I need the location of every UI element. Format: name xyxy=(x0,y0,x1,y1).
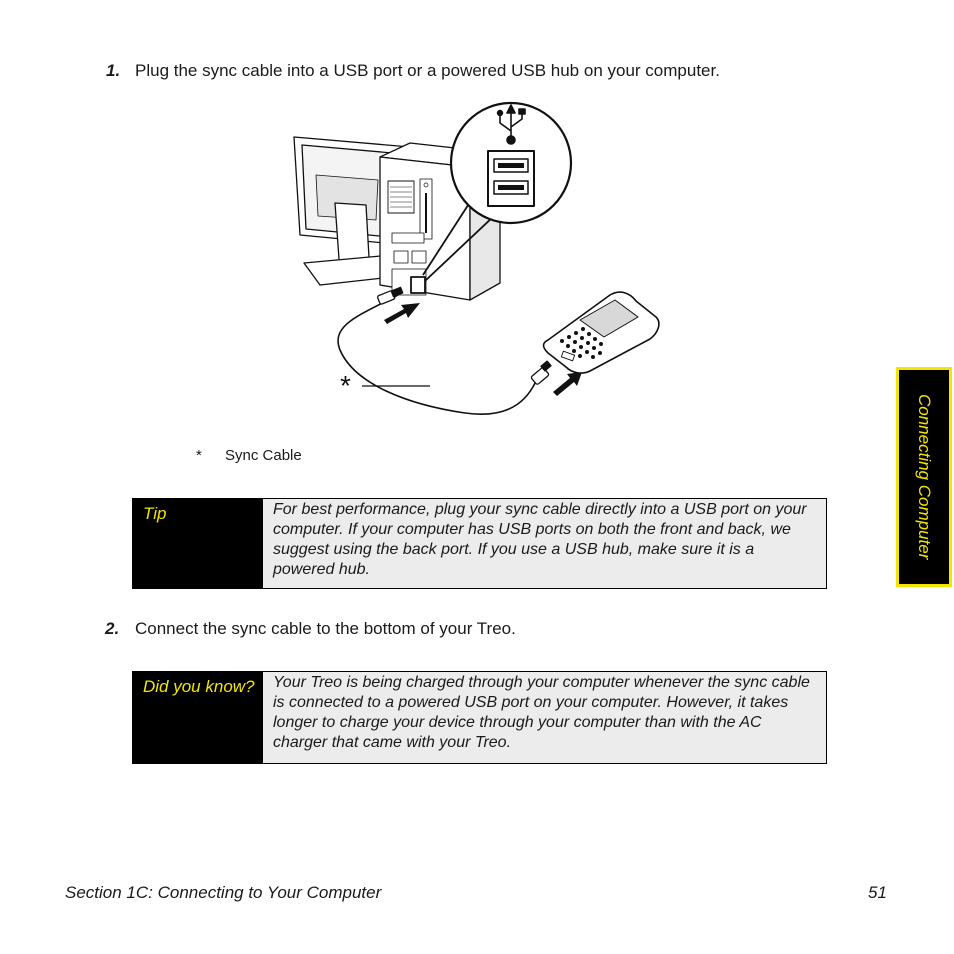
did-you-know-text: Your Treo is being charged through your computer whenever the sync cable is connected to a powered USB port on your computer. However, it takes longer to charge your device through your computer than with the AC charger that came with your Treo. xyxy=(263,672,826,763)
did-you-know-heading: Did you know? xyxy=(133,672,263,763)
sync-cable-icon xyxy=(338,287,551,414)
step-number: 1. xyxy=(106,61,121,80)
caption-mark: * xyxy=(196,447,202,464)
usb-port-icon xyxy=(488,151,534,206)
step-text: Connect the sync cable to the bottom of your Treo. xyxy=(135,619,516,638)
tip-heading: Tip xyxy=(133,499,263,588)
side-tab-label: Connecting Computer xyxy=(915,394,934,560)
section-side-tab xyxy=(896,367,952,587)
step-text: Plug the sync cable into a USB port or a powered USB hub on your computer. xyxy=(135,61,720,80)
tip-text: For best performance, plug your sync cable directly into a USB port on your computer. If your computer has USB ports on both the front and back, we suggest using the back port. If you use a USB hub, make sure it is a powered hub. xyxy=(263,499,826,588)
caption-label: Sync Cable xyxy=(225,447,302,464)
usb-connection-illustration xyxy=(280,95,680,425)
tip-box xyxy=(132,498,827,589)
treo-phone-icon xyxy=(544,292,659,373)
callout-mark: * xyxy=(340,370,351,401)
footer-page-number: 51 xyxy=(868,883,887,902)
footer-section-title: Section 1C: Connecting to Your Computer xyxy=(65,883,382,902)
did-you-know-box xyxy=(132,671,827,764)
step-number: 2. xyxy=(105,619,120,638)
